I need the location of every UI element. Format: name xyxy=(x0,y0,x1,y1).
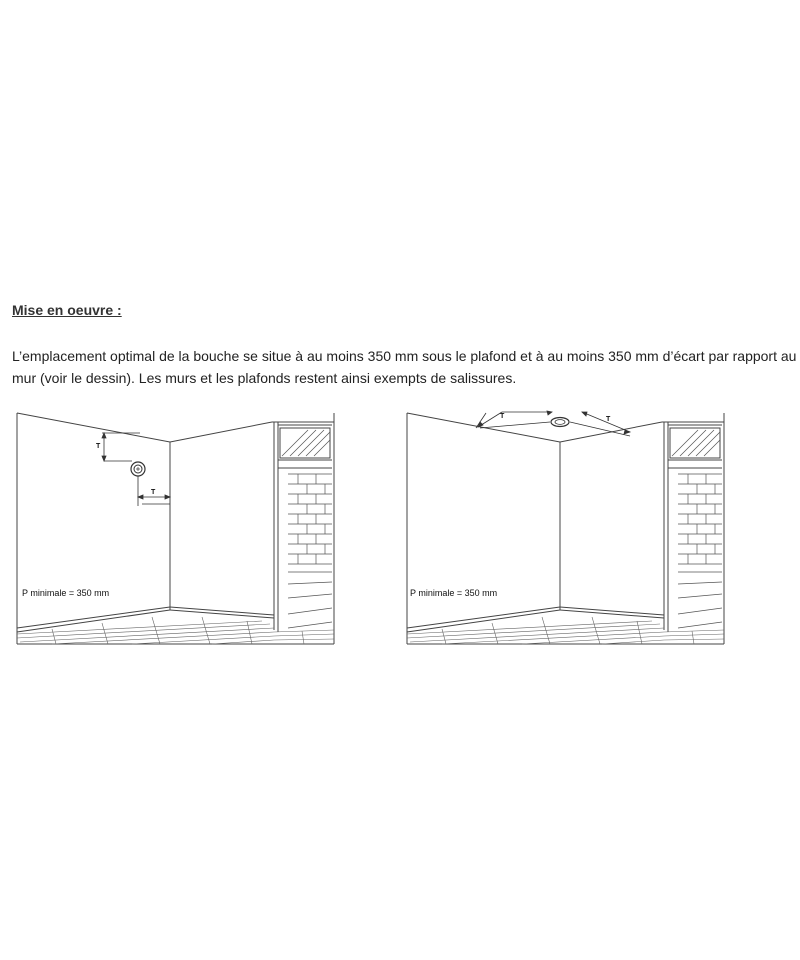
dimension-label-t-right: T xyxy=(606,416,611,423)
figure-caption-left: P minimale = 350 mm xyxy=(22,588,110,598)
figure-ceiling-vent xyxy=(402,410,728,646)
room-drawing-ceiling xyxy=(402,410,728,646)
dimension-label-t-horizontal: T xyxy=(151,489,156,496)
dimension-label-t-left: T xyxy=(500,413,505,420)
installation-paragraph: L’emplacement optimal de la bouche se situe à au moins 350 mm sous le plafond et à au moins 350 mm d’écart par rapport au mur (voir le dessin). Les murs et les plafonds restent ainsi exempts de salissures. xyxy=(12,348,797,386)
room-drawing-wall xyxy=(12,410,338,646)
wall-vent-icon xyxy=(131,462,145,476)
figure-wall-vent xyxy=(12,410,338,646)
figure-caption-right: P minimale = 350 mm xyxy=(410,588,498,598)
section-heading: Mise en oeuvre : xyxy=(12,302,122,318)
ceiling-distance-dimension xyxy=(102,433,140,461)
dimension-label-t-vertical: T xyxy=(96,443,101,450)
ceiling-vent-icon xyxy=(551,418,569,427)
